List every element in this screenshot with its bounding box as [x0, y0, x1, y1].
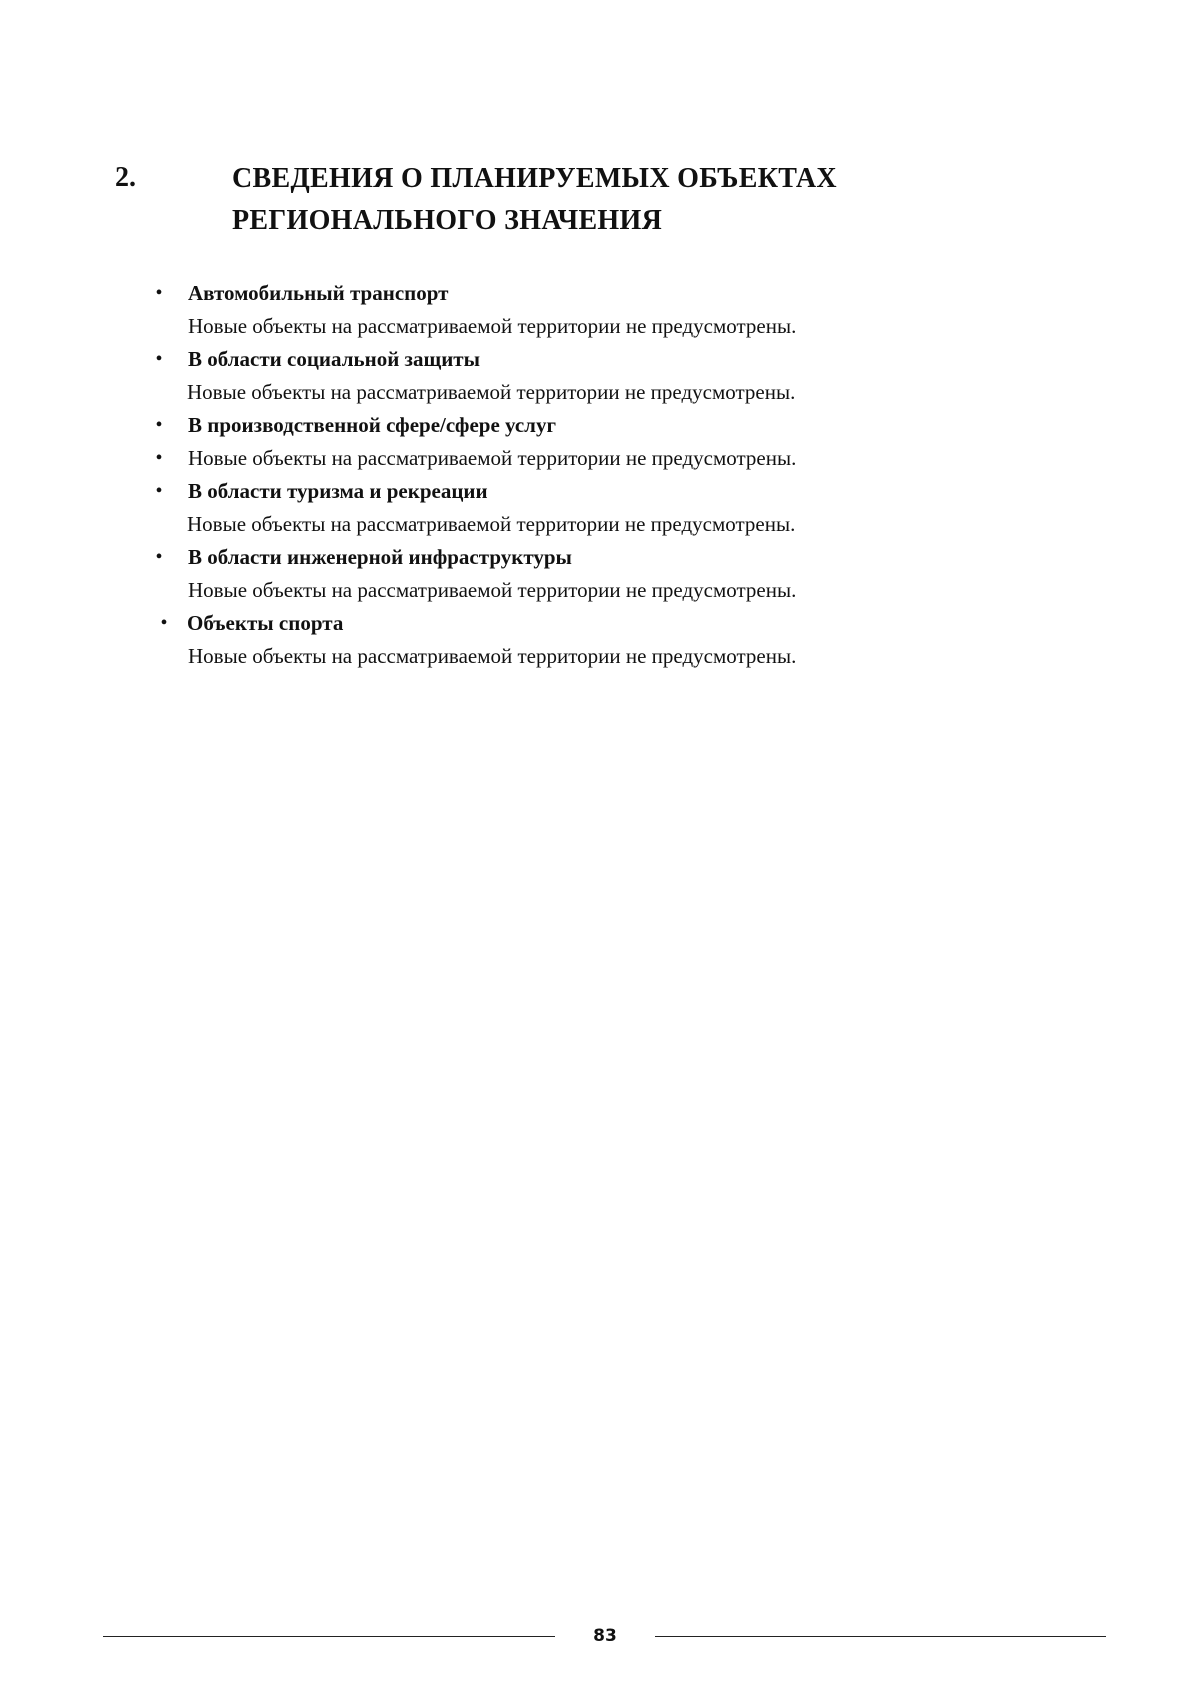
- bullet-icon: •: [155, 414, 163, 436]
- facilities-list: [0, 277, 1200, 673]
- list-item-text: Новые объекты на рассматриваемой территории не предусмотрены.: [187, 512, 796, 536]
- list-item-text: Новые объекты на рассматриваемой территории не предусмотрены.: [188, 644, 797, 668]
- bullet-icon: •: [155, 480, 163, 502]
- section-title-line-2: РЕГИОНАЛЬНОГО ЗНАЧЕНИЯ: [232, 205, 663, 236]
- list-item-sports-facilities: [0, 607, 1200, 640]
- list-item-social-protection: [0, 343, 1200, 376]
- footer-rule-right: [655, 1636, 1106, 1637]
- list-item-production-services: [0, 409, 1200, 442]
- list-item-engineering-infrastructure: [0, 541, 1200, 574]
- list-item-heading: В производственной сфере/сфере услуг: [188, 413, 557, 437]
- bullet-icon: •: [155, 348, 163, 370]
- list-item-road-transport: [0, 277, 1200, 310]
- list-item-text: Новые объекты на рассматриваемой территории не предусмотрены.: [187, 380, 796, 404]
- section-title-line-1: СВЕДЕНИЯ О ПЛАНИРУЕМЫХ ОБЪЕКТАХ: [232, 163, 837, 194]
- footer-rule-left: [103, 1636, 555, 1637]
- section-title: [232, 158, 1032, 242]
- list-item-heading: В области туризма и рекреации: [188, 479, 488, 503]
- list-item-tourism-recreation: [0, 475, 1200, 508]
- list-item-note: [0, 310, 1200, 343]
- bullet-icon: •: [155, 546, 163, 568]
- list-item-note: [0, 574, 1200, 607]
- list-item-heading: Автомобильный транспорт: [188, 281, 449, 305]
- list-item-note: [0, 442, 1200, 475]
- list-item-text: Новые объекты на рассматриваемой территории не предусмотрены.: [188, 578, 797, 602]
- list-item-heading: В области социальной защиты: [188, 347, 481, 371]
- bullet-icon: •: [155, 447, 163, 469]
- bullet-icon: •: [155, 282, 163, 304]
- list-item-note: [0, 640, 1200, 673]
- list-item-heading: В области инженерной инфраструктуры: [188, 545, 572, 569]
- list-item-note: [0, 508, 1200, 541]
- bullet-icon: •: [160, 612, 168, 634]
- list-item-text: Новые объекты на рассматриваемой территории не предусмотрены.: [188, 446, 797, 470]
- section-number: 2.: [115, 162, 136, 193]
- list-item-text: Новые объекты на рассматриваемой территории не предусмотрены.: [188, 314, 797, 338]
- page-number: 83: [593, 1626, 617, 1646]
- list-item-note: [0, 376, 1200, 409]
- list-item-heading: Объекты спорта: [187, 611, 344, 635]
- page-footer: [103, 1620, 1106, 1656]
